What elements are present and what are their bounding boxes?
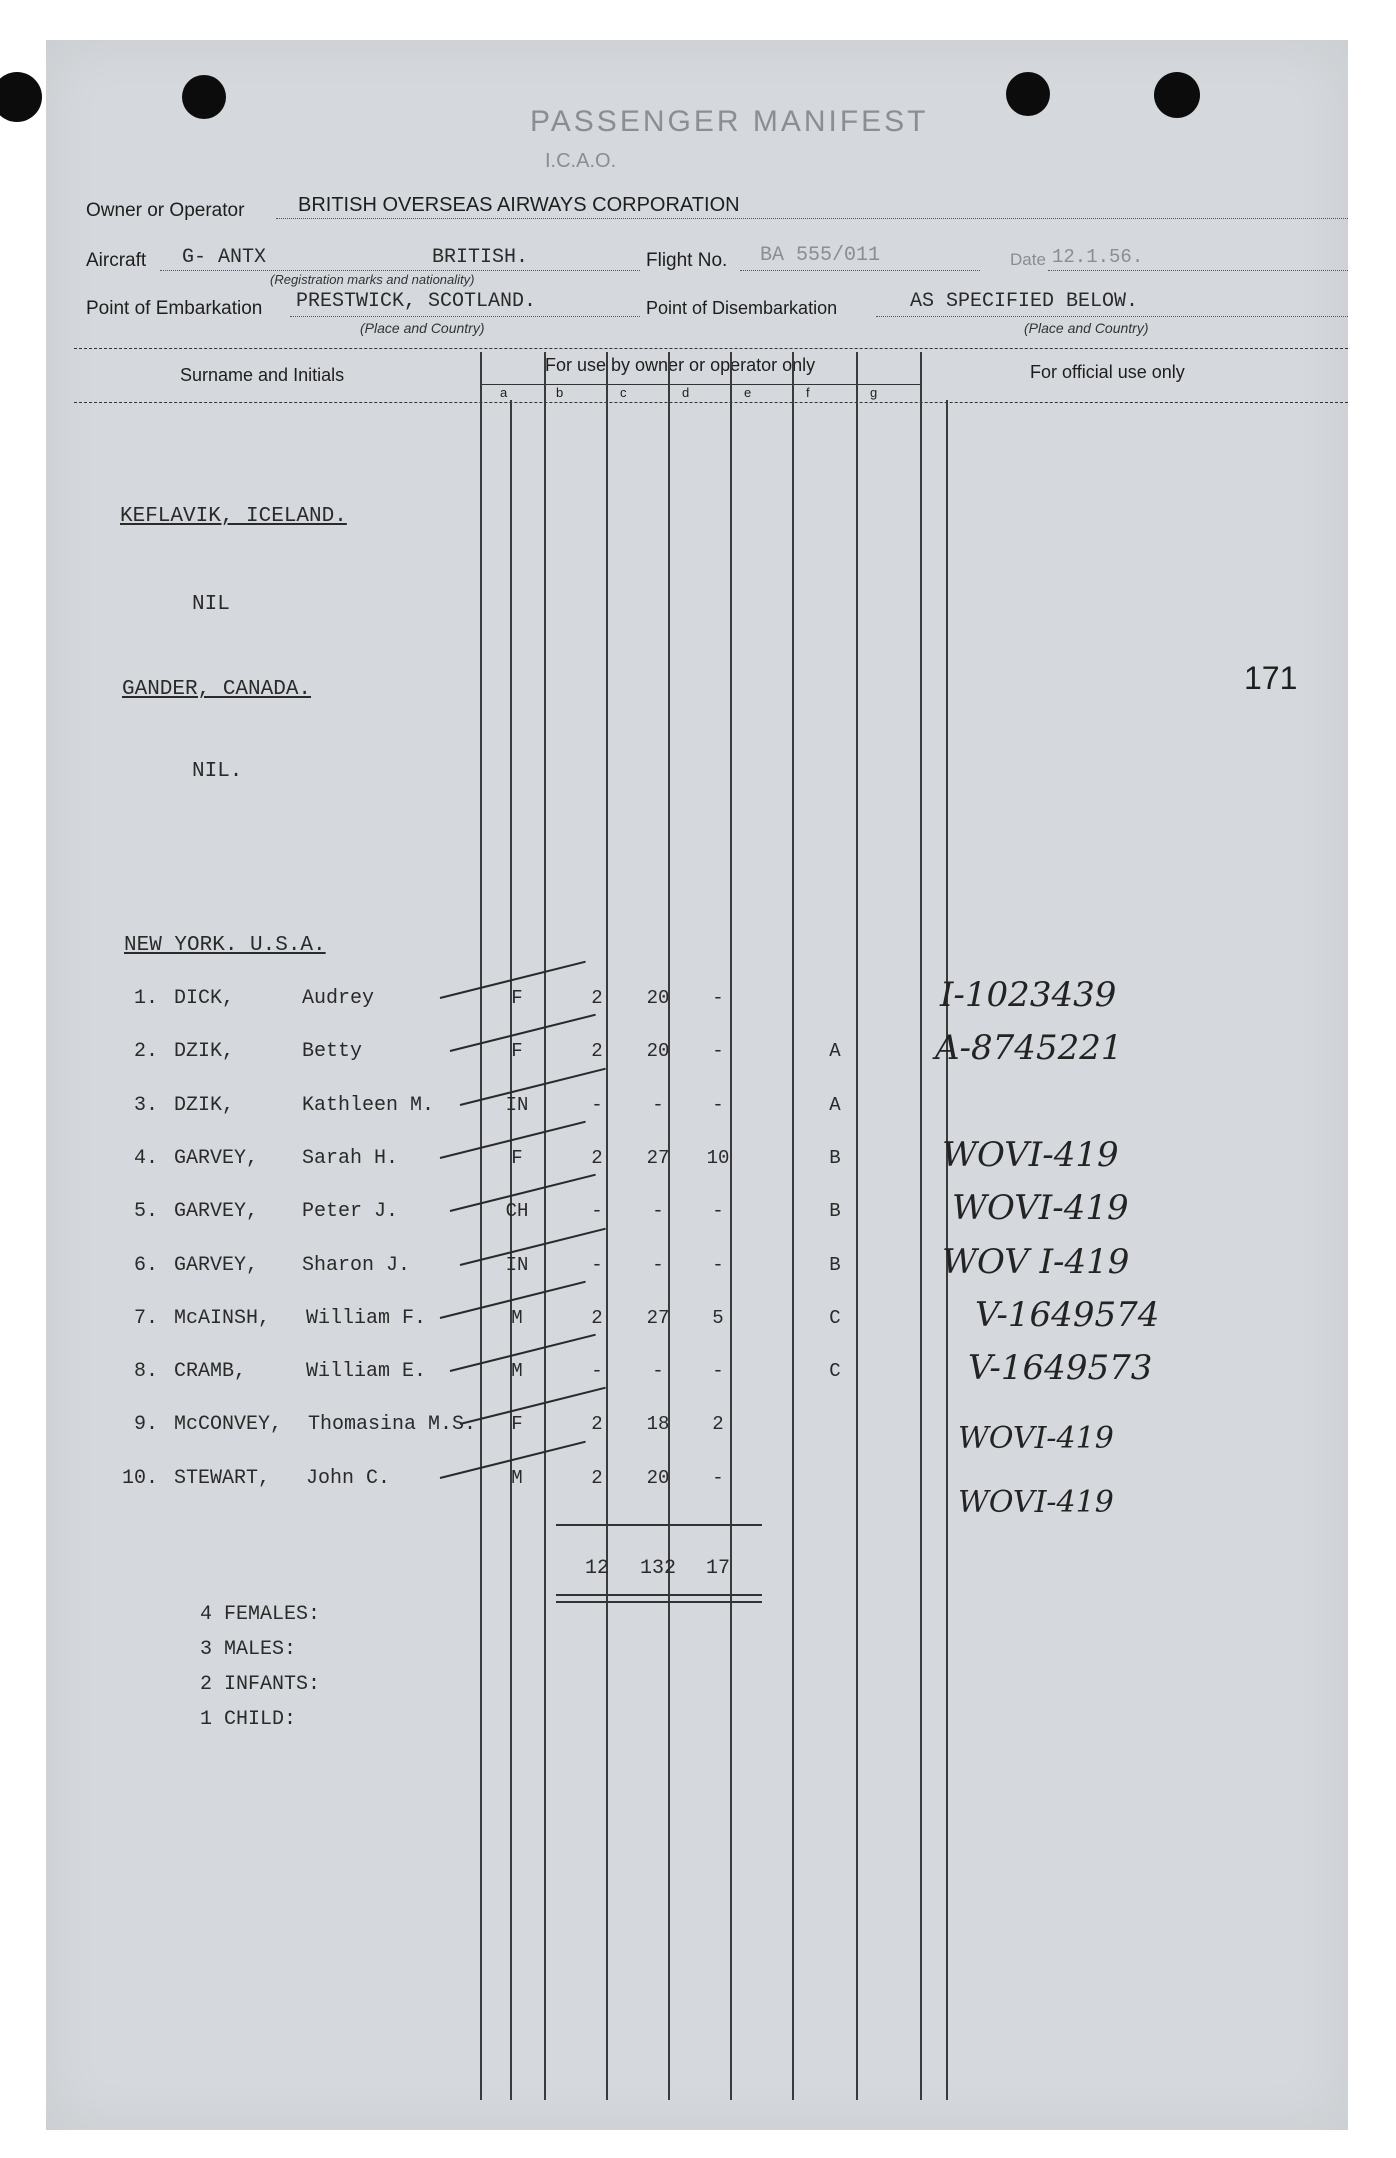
passenger-col-f: A — [829, 1094, 841, 1116]
column-rule — [856, 352, 858, 2100]
passenger-col-c: - — [652, 1200, 664, 1222]
passenger-col-b: 2 — [591, 1040, 603, 1062]
passenger-number: 2. — [134, 1040, 159, 1063]
aircraft-reg: G- ANTX — [182, 246, 267, 269]
passenger-given-name: William F. — [306, 1307, 427, 1330]
passenger-col-f: B — [829, 1147, 841, 1169]
passenger-given-name: William E. — [306, 1360, 427, 1383]
column-rule — [544, 352, 546, 2100]
passenger-given-name: John C. — [306, 1467, 391, 1490]
flight-dotline — [740, 270, 980, 271]
passenger-col-c: 20 — [646, 1040, 670, 1062]
disembark-place-note: (Place and Country) — [1024, 320, 1149, 336]
subcol-header-rule — [480, 384, 920, 385]
passenger-number: 8. — [134, 1360, 159, 1383]
passenger-given-name: Sharon J. — [302, 1254, 411, 1277]
passenger-col-f: B — [829, 1254, 841, 1276]
punch-hole-right — [1006, 72, 1050, 116]
subcolumn-letter: g — [870, 385, 878, 400]
disembarkation-label: Point of Disembarkation — [646, 298, 838, 318]
embarkation-label: Point of Embarkation — [86, 298, 263, 319]
header-official-use: For official use only — [1030, 362, 1185, 382]
passenger-col-a: IN — [505, 1094, 529, 1116]
passenger-col-c: 27 — [646, 1147, 670, 1169]
embark-place-note: (Place and Country) — [360, 320, 485, 336]
header-name-col: Surname and Initials — [180, 365, 345, 385]
subcolumn-letter: c — [620, 385, 627, 400]
punch-hole-left — [0, 72, 42, 122]
passenger-number: 1. — [134, 987, 159, 1010]
passenger-surname: McCONVEY, — [174, 1413, 283, 1436]
totals-double-rule-1 — [556, 1594, 762, 1596]
passenger-surname: DZIK, — [174, 1094, 235, 1117]
punch-hole-left-2 — [182, 75, 226, 119]
passenger-surname: GARVEY, — [174, 1147, 259, 1170]
passenger-col-f: C — [829, 1360, 841, 1382]
passenger-col-b: 2 — [591, 1147, 603, 1169]
passenger-col-a: M — [511, 1467, 523, 1489]
manifest-sheet — [46, 40, 1348, 2130]
form-title: PASSENGER MANIFEST — [530, 105, 929, 138]
subcolumn-letter: e — [744, 385, 752, 400]
owner-dotline — [276, 218, 1348, 219]
summary-infants: 2 INFANTS: — [200, 1673, 321, 1696]
passenger-number: 10. — [122, 1467, 159, 1490]
passenger-col-b: - — [591, 1254, 603, 1276]
passenger-surname: GARVEY, — [174, 1200, 259, 1223]
column-rule — [920, 352, 922, 2100]
passenger-official-entry: V-1649573 — [968, 1348, 1153, 1388]
totals-top-rule — [556, 1524, 762, 1526]
table-top-rule — [74, 348, 1348, 349]
summary-females: 4 FEMALES: — [200, 1603, 321, 1626]
passenger-surname: CRAMB, — [174, 1360, 247, 1383]
passenger-col-d: 10 — [706, 1147, 730, 1169]
passenger-col-a: F — [511, 1147, 523, 1169]
form-subtitle: I.C.A.O. — [545, 150, 617, 172]
column-rule — [606, 352, 608, 2100]
passenger-col-a: F — [511, 987, 523, 1009]
passenger-col-f: A — [829, 1040, 841, 1062]
total-c: 132 — [639, 1557, 676, 1580]
passenger-given-name: Sarah H. — [302, 1147, 399, 1170]
passenger-number: 3. — [134, 1094, 159, 1117]
registration-note: (Registration marks and nationality) — [270, 272, 475, 287]
passenger-col-c: 18 — [646, 1413, 670, 1435]
embarkation-value: PRESTWICK, SCOTLAND. — [296, 290, 537, 313]
column-rule — [792, 352, 794, 2100]
passenger-col-b: 2 — [591, 987, 603, 1009]
owner-label: Owner or Operator — [86, 200, 245, 221]
passenger-col-b: - — [591, 1094, 603, 1116]
subcolumn-letter: d — [682, 385, 690, 400]
passenger-official-entry: WOVI-419 — [952, 1188, 1129, 1228]
summary-child: 1 CHILD: — [200, 1708, 297, 1731]
passenger-col-b: 2 — [591, 1413, 603, 1435]
disembarkation-value: AS SPECIFIED BELOW. — [910, 290, 1139, 313]
passenger-official-entry: A-8745221 — [935, 1028, 1123, 1068]
passenger-col-d: - — [712, 1467, 724, 1489]
aircraft-dotline — [160, 270, 640, 271]
subcolumn-letter: b — [556, 385, 564, 400]
passenger-surname: DICK, — [174, 987, 235, 1010]
passenger-col-b: 2 — [591, 1307, 603, 1329]
passenger-col-a: CH — [505, 1200, 529, 1222]
section-keflavik: KEFLAVIK, ICELAND. — [120, 505, 347, 528]
aircraft-nationality: BRITISH. — [432, 246, 529, 269]
passenger-official-entry: WOVI-419 — [958, 1421, 1114, 1456]
section-new-york: NEW YORK. U.S.A. — [124, 934, 326, 957]
column-rule — [480, 352, 482, 2100]
passenger-number: 7. — [134, 1307, 159, 1330]
embarkation-dotline — [290, 316, 640, 317]
total-d: 17 — [705, 1557, 730, 1580]
passenger-col-a: M — [511, 1360, 523, 1382]
passenger-given-name: Kathleen M. — [302, 1094, 435, 1117]
passenger-col-d: - — [712, 1200, 724, 1222]
passenger-surname: McAINSH, — [174, 1307, 271, 1330]
passenger-number: 5. — [134, 1200, 159, 1223]
header-owner-use: For use by owner or operator only — [545, 355, 816, 375]
passenger-official-entry: I-1023439 — [940, 975, 1117, 1015]
passenger-col-a: M — [511, 1307, 523, 1329]
owner-value: BRITISH OVERSEAS AIRWAYS CORPORATION — [298, 194, 740, 216]
punch-hole-right-2 — [1154, 72, 1200, 118]
passenger-col-c: 20 — [646, 987, 670, 1009]
passenger-col-c: - — [652, 1254, 664, 1276]
passenger-surname: STEWART, — [174, 1467, 271, 1490]
passenger-col-d: 2 — [712, 1413, 724, 1435]
date-dotline — [1048, 270, 1348, 271]
passenger-surname: GARVEY, — [174, 1254, 259, 1277]
date-value: 12.1.56. — [1052, 246, 1144, 268]
passenger-given-name: Thomasina M.S. — [308, 1413, 477, 1436]
passenger-col-d: - — [712, 1040, 724, 1062]
passenger-official-entry: WOVI-419 — [942, 1135, 1119, 1175]
passenger-col-d: - — [712, 1094, 724, 1116]
page-number: 171 — [1244, 660, 1298, 696]
passenger-col-c: - — [652, 1360, 664, 1382]
passenger-col-f: C — [829, 1307, 841, 1329]
passenger-official-entry: V-1649574 — [975, 1295, 1160, 1335]
flight-value: BA 555/011 — [760, 244, 881, 267]
passenger-col-a: F — [511, 1413, 523, 1435]
date-label: Date — [1010, 250, 1046, 269]
section-keflavik-note: NIL — [192, 593, 230, 616]
passenger-col-d: - — [712, 987, 724, 1009]
table-header-rule — [74, 402, 1348, 403]
passenger-col-c: - — [652, 1094, 664, 1116]
summary-males: 3 MALES: — [200, 1638, 297, 1661]
passenger-col-d: - — [712, 1254, 724, 1276]
subcolumn-letter: a — [500, 385, 508, 400]
passenger-official-entry: WOVI-419 — [958, 1485, 1114, 1520]
flight-label: Flight No. — [646, 250, 728, 271]
passenger-col-f: B — [829, 1200, 841, 1222]
passenger-col-c: 27 — [646, 1307, 670, 1329]
passenger-col-d: 5 — [712, 1307, 724, 1329]
column-rule — [730, 352, 732, 2100]
passenger-col-b: 2 — [591, 1467, 603, 1489]
passenger-surname: DZIK, — [174, 1040, 235, 1063]
passenger-given-name: Audrey — [302, 987, 375, 1010]
passenger-col-a: IN — [505, 1254, 529, 1276]
aircraft-label: Aircraft — [86, 250, 147, 271]
column-rule — [668, 352, 670, 2100]
disembarkation-dotline — [876, 316, 1348, 317]
passenger-number: 4. — [134, 1147, 159, 1170]
totals-double-rule-2 — [556, 1601, 762, 1603]
passenger-given-name: Betty — [302, 1040, 363, 1063]
passenger-col-b: - — [591, 1200, 603, 1222]
section-gander-note: NIL. — [192, 760, 243, 783]
subcolumn-letter: f — [806, 385, 810, 400]
passenger-number: 6. — [134, 1254, 159, 1277]
section-gander: GANDER, CANADA. — [122, 678, 312, 701]
passenger-col-c: 20 — [646, 1467, 670, 1489]
passenger-official-entry: WOV I-419 — [942, 1242, 1130, 1282]
total-b: 12 — [584, 1557, 609, 1580]
passenger-given-name: Peter J. — [302, 1200, 399, 1223]
passenger-number: 9. — [134, 1413, 159, 1436]
passenger-col-b: - — [591, 1360, 603, 1382]
passenger-col-a: F — [511, 1040, 523, 1062]
passenger-col-d: - — [712, 1360, 724, 1382]
